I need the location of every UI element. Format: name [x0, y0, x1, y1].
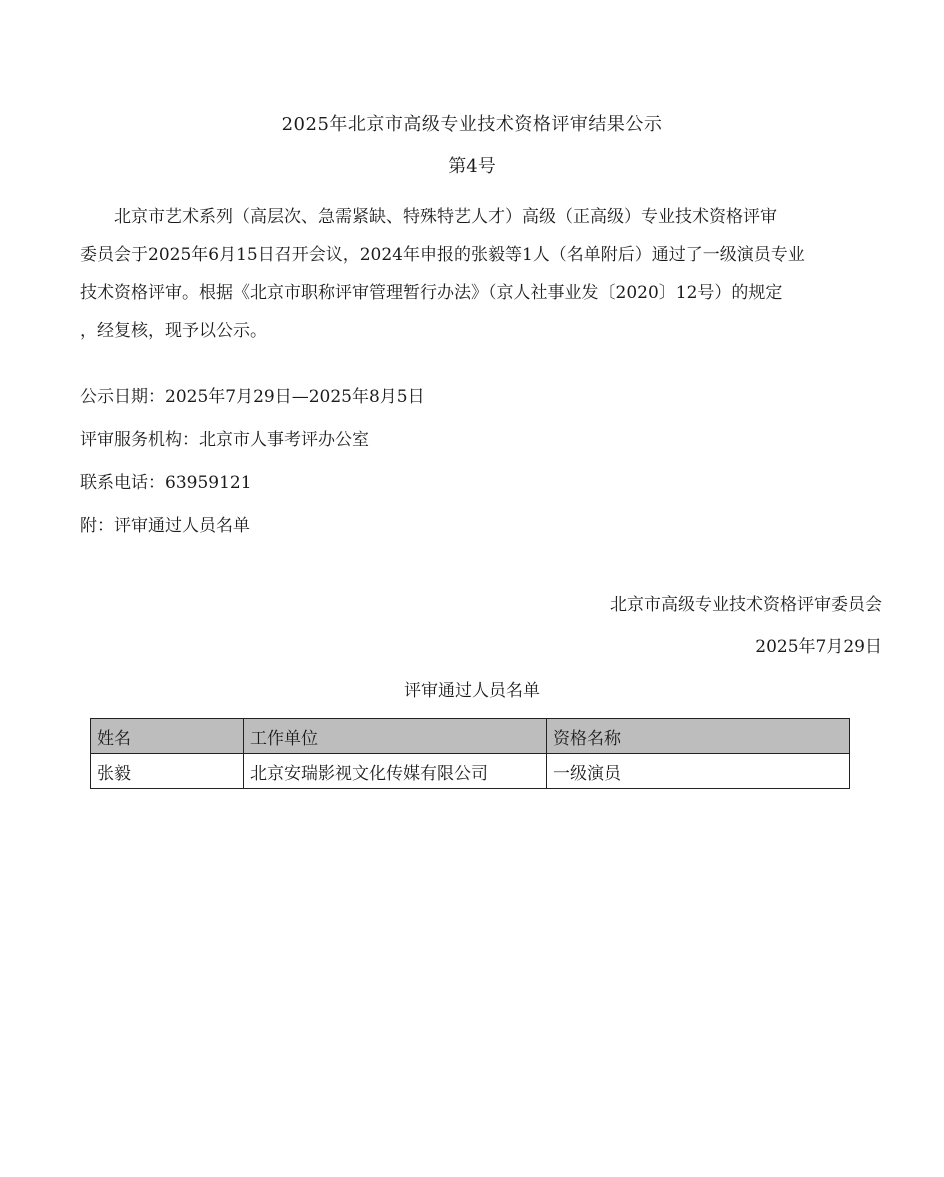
cell-name: 张毅 — [91, 754, 244, 789]
header-unit: 工作单位 — [244, 719, 547, 754]
body-line: 技术资格评审。根据《北京市职称评审管理暂行办法》（京人社事业发〔2020〕12号）的规定 — [80, 283, 783, 303]
body-line: ，经复核，现予以公示。 — [80, 321, 267, 341]
body-paragraph — [80, 198, 880, 350]
signature-org: 北京市高级专业技术资格评审委员会 — [610, 595, 882, 615]
contact-phone: 联系电话：63959121 — [80, 473, 252, 493]
table-row — [91, 754, 850, 789]
signature-date: 2025年7月29日 — [755, 637, 882, 657]
list-title: 评审通过人员名单 — [404, 681, 540, 701]
header-name: 姓名 — [91, 719, 244, 754]
publicity-date: 公示日期：2025年7月29日—2025年8月5日 — [80, 387, 425, 407]
approved-list-table — [90, 718, 850, 789]
attachment-note: 附：评审通过人员名单 — [80, 516, 250, 536]
document-title: 2025年北京市高级专业技术资格评审结果公示 — [281, 114, 663, 135]
service-org: 评审服务机构：北京市人事考评办公室 — [80, 430, 369, 450]
header-qualification: 资格名称 — [547, 719, 850, 754]
cell-unit: 北京安瑞影视文化传媒有限公司 — [244, 754, 547, 789]
document-number: 第4号 — [448, 156, 496, 177]
body-line: 委员会于2025年6月15日召开会议，2024年申报的张毅等1人（名单附后）通过了一级演员专业 — [80, 245, 805, 265]
table-header-row — [91, 719, 850, 754]
cell-qualification: 一级演员 — [547, 754, 850, 789]
body-line: 北京市艺术系列（高层次、急需紧缺、特殊特艺人才）高级（正高级）专业技术资格评审 — [80, 207, 777, 227]
